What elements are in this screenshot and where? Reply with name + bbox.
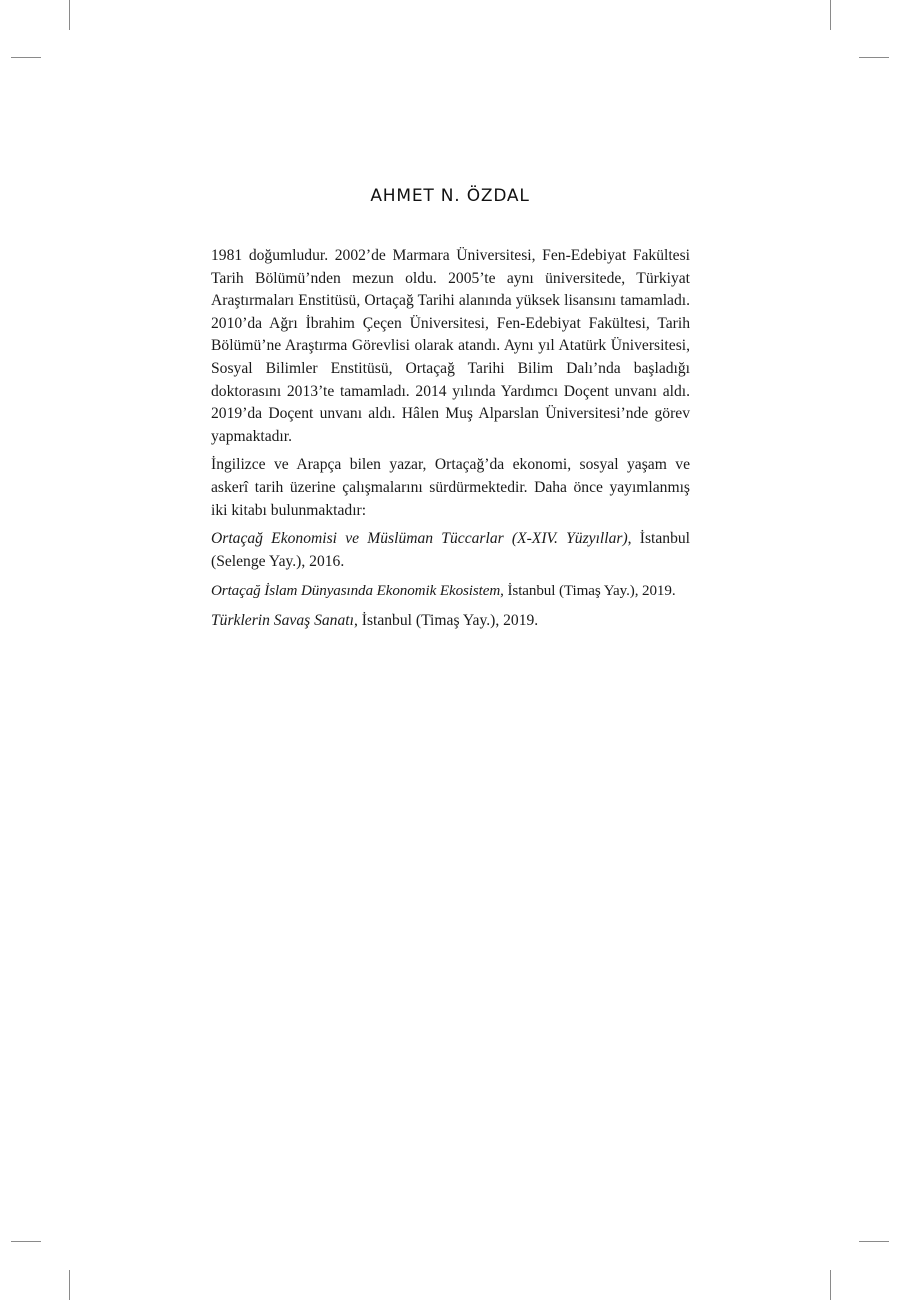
crop-mark-bottom-right xyxy=(830,1270,831,1300)
book-details: , İstanbul (Timaş Yay.), 2019. xyxy=(500,583,676,600)
book-details: , İstanbul (Timaş Yay.), 2019. xyxy=(353,611,539,629)
author-heading: AHMET N. ÖZDAL xyxy=(370,186,530,206)
author-bio xyxy=(211,245,690,640)
crop-mark-top-right xyxy=(830,0,831,30)
crop-mark-bottom-left xyxy=(69,1270,70,1300)
book-title: Ortaçağ İslam Dünyasında Ekonomik Ekosistem xyxy=(211,583,501,600)
bio-paragraph: 1981 doğumludur. 2002’de Marmara Üniversitesi, Fen-Edebiyat Fakültesi Tarih Bölümü’nden mezun oldu. 2005’te aynı üniversitede, Türkiyat Araştırmaları Enstitüsü, Ortaçağ Tarihi alanında yüksek lisansını tamamladı. 2010’da Ağrı İbrahim Çeçen Üniversitesi, Fen-Edebiyat Fakültesi, Tarih Bölümü’ne Araştırma Görevlisi olarak atandı. Aynı yıl Atatürk Üniversitesi, Sosyal Bilimler Enstitüsü, Ortaçağ Tarihi Bilim Dalı’nda başladığı doktorasını 2013’te tamamladı. 2014 yılında Yardımcı Doçent unvanı aldı. 2019’da Doçent unvanı aldı. Hâlen Muş Alparslan Üniversitesi’nde görev yapmaktadır. xyxy=(211,247,690,445)
book-title: Türklerin Savaş Sanatı xyxy=(211,611,354,629)
bio-paragraph: İngilizce ve Arapça bilen yazar, Ortaçağ’da ekonomi, sosyal yaşam ve askerî tarih üzerine çalışmalarını sürdürmektedir. Daha önce yayımlanmış iki kitabı bulunmaktadır: xyxy=(211,456,690,519)
book-details: , İstanbul (Selenge Yay.), 2016. xyxy=(211,530,690,570)
book-title: Ortaçağ Ekonomisi ve Müslüman Tüccarlar (X-XIV. Yüzyıllar) xyxy=(211,530,628,548)
book-entry xyxy=(211,610,690,633)
crop-mark-top-right-h xyxy=(859,57,889,58)
crop-mark-bottom-left-h xyxy=(11,1241,41,1242)
crop-mark-top-left-h xyxy=(11,57,41,58)
crop-mark-top-left xyxy=(69,0,70,30)
crop-mark-bottom-right-h xyxy=(859,1241,889,1242)
book-entry xyxy=(211,580,690,603)
book-entry xyxy=(211,528,690,573)
